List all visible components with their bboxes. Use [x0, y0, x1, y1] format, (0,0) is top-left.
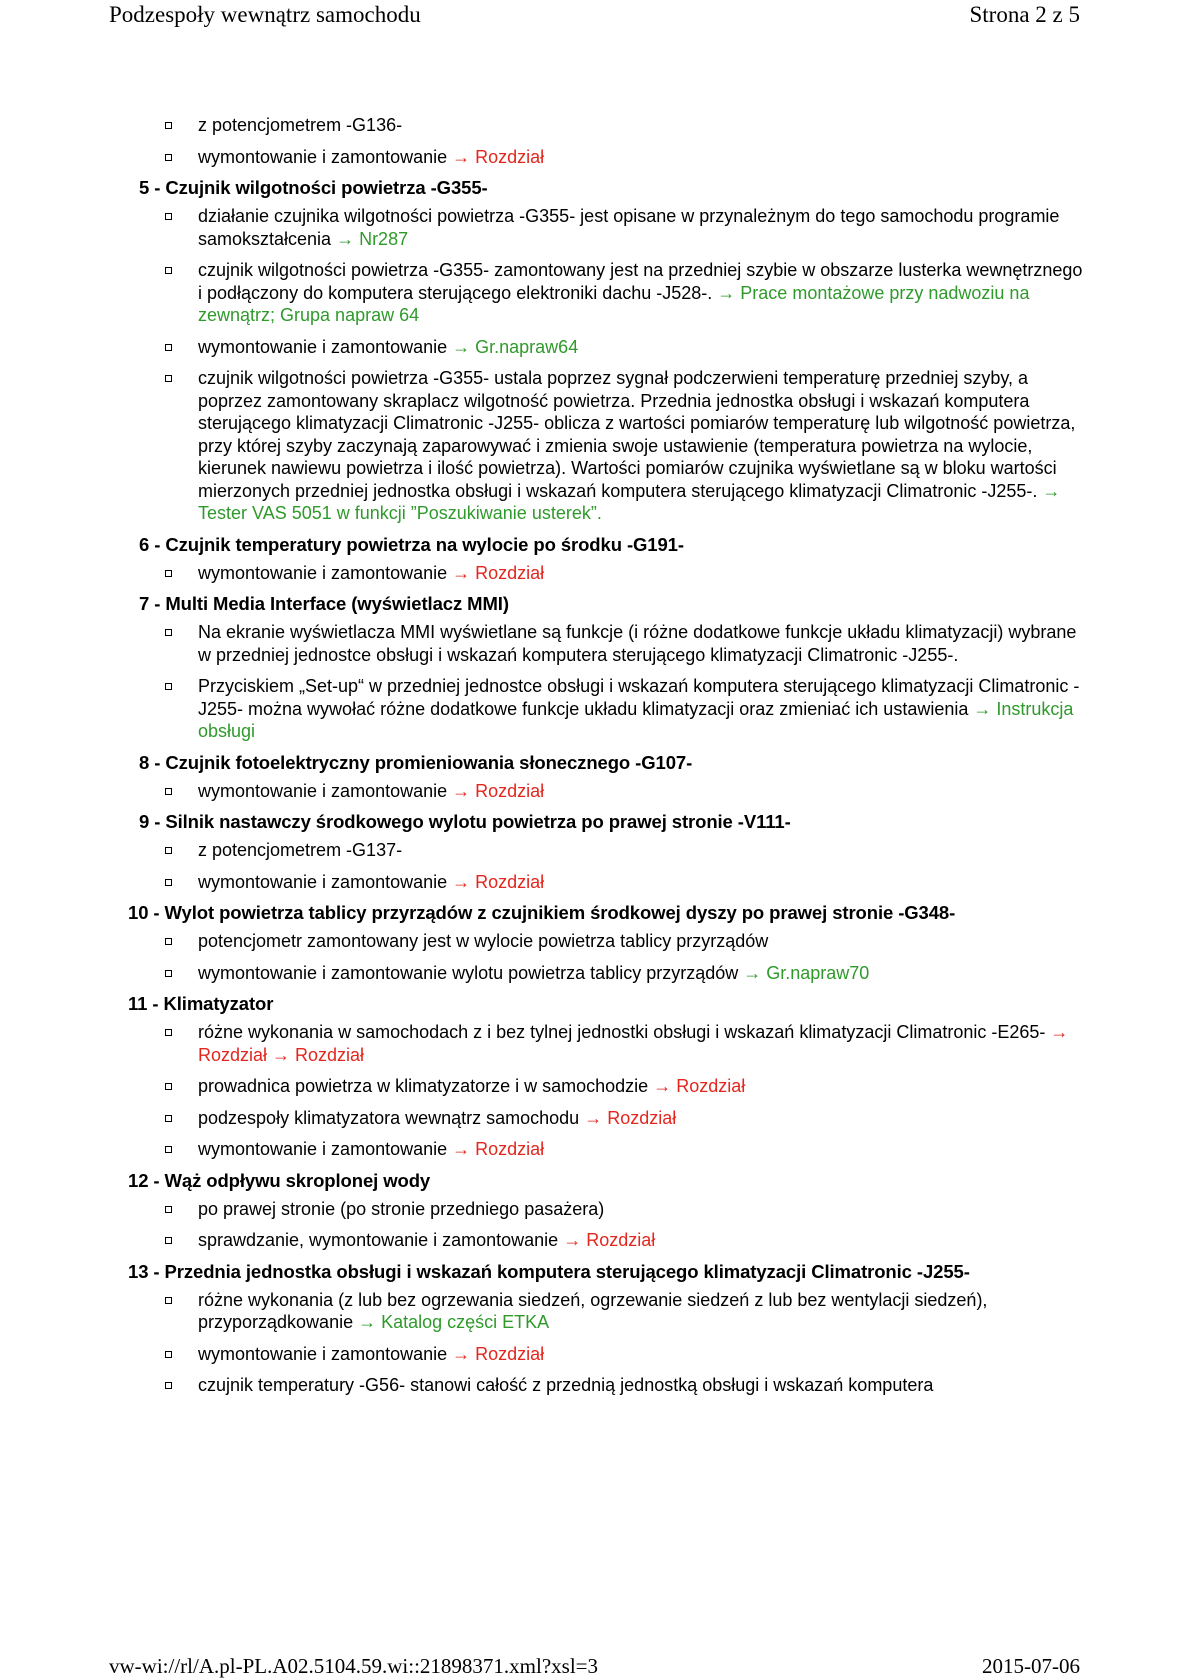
item-text: z potencjometrem -G137-: [198, 840, 403, 860]
cross-reference-link[interactable]: → Rozdział → Rozdział: [198, 1022, 1069, 1065]
list-item: [0, 930, 1187, 953]
list-item: [0, 114, 1187, 137]
checkbox-square-icon: [165, 1115, 172, 1122]
checkbox-square-icon: [165, 788, 172, 795]
checkbox-square-icon: [165, 938, 172, 945]
section-title: 13 - Przednia jednostka obsługi i wskazań komputera sterującego klimatyzacji Climatronic -J255-: [128, 1260, 970, 1282]
item-text: różne wykonania w samochodach z i bez tylnej jednostki obsługi i wskazań klimatyzacji Climatronic -E265-: [198, 1022, 1051, 1042]
cross-reference-link[interactable]: → Rozdział: [452, 871, 545, 892]
list-item: [0, 1374, 1187, 1397]
cross-reference-link[interactable]: → Rozdział: [653, 1076, 746, 1096]
list-item: [0, 871, 1187, 894]
list-item: [0, 1107, 1187, 1130]
section: [0, 593, 1187, 743]
list-item: [0, 675, 1187, 743]
checkbox-square-icon: [165, 1351, 172, 1358]
list-item: [0, 621, 1187, 666]
item-text: Na ekranie wyświetlacza MMI wyświetlane są funkcje (i różne dodatkowe funkcje układu klimatyzacji) wybrane w przedniej jednostce obsługi i wskazań komputera sterującego klimatyzacji Climatronic -J255-.: [198, 622, 1077, 665]
list-item: [0, 205, 1187, 250]
cross-reference-link[interactable]: → Prace montażowe przy nadwoziu na zewnątrz; Grupa napraw 64: [198, 282, 1030, 325]
item-text: po prawej stronie (po stronie przedniego pasażera): [198, 1198, 605, 1219]
section-title: 7 - Multi Media Interface (wyświetlacz MMI): [139, 593, 509, 614]
cross-reference-link[interactable]: → Rozdział: [452, 146, 545, 167]
list-item: [0, 1138, 1187, 1161]
checkbox-square-icon: [165, 213, 172, 220]
item-text: sprawdzanie, wymontowanie i zamontowanie: [198, 1230, 564, 1250]
checkbox-square-icon: [165, 344, 172, 351]
item-text: czujnik temperatury -G56- stanowi całość z przednią jednostką obsługi i wskazań komputera: [198, 1375, 934, 1395]
section-title: 5 - Czujnik wilgotności powietrza -G355-: [139, 177, 488, 198]
cross-reference-link[interactable]: → Rozdział: [563, 1230, 656, 1250]
list-item: [0, 146, 1187, 169]
section: [0, 902, 1187, 984]
section-title: 12 - Wąż odpływu skroplonej wody: [128, 1169, 431, 1191]
checkbox-square-icon: [165, 1297, 172, 1304]
checkbox-square-icon: [165, 970, 172, 977]
item-text: prowadnica powietrza w klimatyzatorze i w samochodzie: [198, 1076, 654, 1096]
cross-reference-link[interactable]: → Gr.napraw70: [743, 962, 870, 983]
list-item: [0, 259, 1187, 327]
list-item: [0, 839, 1187, 862]
item-text: wymontowanie i zamontowanie: [198, 336, 453, 357]
cross-reference-link[interactable]: → Tester VAS 5051 w funkcji ”Poszukiwanie usterek”.: [198, 480, 1061, 523]
page-number: Strona 2 z 5: [969, 2, 1080, 27]
checkbox-square-icon: [165, 879, 172, 886]
document-title: Podzespoły wewnątrz samochodu: [109, 2, 421, 27]
cross-reference-link[interactable]: → Rozdział: [584, 1107, 677, 1128]
checkbox-square-icon: [165, 683, 172, 690]
section: [0, 177, 1187, 525]
list-item: [0, 367, 1187, 525]
checkbox-square-icon: [165, 267, 172, 274]
list-item: [0, 962, 1187, 985]
item-text: podzespoły klimatyzatora wewnątrz samochodu: [198, 1107, 585, 1128]
section-title: 11 - Klimatyzator: [128, 993, 274, 1014]
cross-reference-link[interactable]: → Katalog części ETKA: [358, 1312, 550, 1332]
item-text: wymontowanie i zamontowanie: [198, 871, 453, 892]
section-title: 8 - Czujnik fotoelektryczny promieniowania słonecznego -G107-: [139, 751, 693, 773]
section-title: 9 - Silnik nastawczy środkowego wylotu powietrza po prawej stronie -V111-: [139, 811, 791, 832]
list-item: [0, 780, 1187, 803]
checkbox-square-icon: [165, 1382, 172, 1389]
cross-reference-link[interactable]: → Rozdział: [452, 1343, 545, 1364]
item-text: działanie czujnika wilgotności powietrza -G355- jest opisane w przynależnym do tego samochodu programie samokształcenia: [198, 206, 1060, 249]
checkbox-square-icon: [165, 154, 172, 161]
checkbox-square-icon: [165, 1029, 172, 1036]
document-url: vw-wi://rl/A.pl-PL.A02.5104.59.wi::21898371.xml?xsl=3: [109, 1653, 598, 1678]
cross-reference-link[interactable]: → Nr287: [336, 228, 409, 249]
list-item: [0, 1075, 1187, 1098]
checkbox-square-icon: [165, 847, 172, 854]
section: [0, 1170, 1187, 1252]
item-text: z potencjometrem -G136-: [198, 115, 403, 135]
item-text: Przyciskiem „Set-up“ w przedniej jednostce obsługi i wskazań komputera sterującego klimatyzacji Climatronic -J255- można wywołać różne dodatkowe funkcje układu klimatyzacji oraz zmieniać ich ustawienia: [198, 676, 1080, 719]
item-text: różne wykonania (z lub bez ogrzewania siedzeń, ogrzewanie siedzeń z lub bez wentylacji siedzeń), przyporządkowanie: [198, 1289, 988, 1332]
list-item: [0, 562, 1187, 585]
section: [0, 114, 1187, 168]
section: [0, 993, 1187, 1161]
list-item: [0, 1229, 1187, 1252]
item-text: wymontowanie i zamontowanie: [198, 1343, 453, 1364]
checkbox-square-icon: [165, 1083, 172, 1090]
list-item: [0, 1021, 1187, 1066]
page-footer: [109, 1652, 1080, 1680]
checkbox-square-icon: [165, 1237, 172, 1244]
item-text: wymontowanie i zamontowanie: [198, 1139, 453, 1159]
section-title: 10 - Wylot powietrza tablicy przyrządów z czujnikiem środkowej dyszy po prawej stronie -G348-: [128, 902, 956, 923]
cross-reference-link[interactable]: → Rozdział: [452, 780, 545, 801]
print-date: 2015-07-06: [982, 1653, 1080, 1678]
item-text: wymontowanie i zamontowanie wylotu powietrza tablicy przyrządów: [198, 962, 744, 983]
cross-reference-link[interactable]: → Instrukcja obsługi: [198, 698, 1074, 741]
list-item: [0, 1198, 1187, 1221]
item-text: wymontowanie i zamontowanie: [198, 562, 453, 583]
cross-reference-link[interactable]: → Gr.napraw64: [452, 336, 579, 357]
cross-reference-link[interactable]: → Rozdział: [452, 1139, 545, 1159]
page-header: [109, 0, 1080, 30]
section: [0, 534, 1187, 585]
cross-reference-link[interactable]: → Rozdział: [452, 562, 545, 583]
item-text: wymontowanie i zamontowanie: [198, 780, 453, 801]
checkbox-square-icon: [165, 629, 172, 636]
item-text: potencjometr zamontowany jest w wylocie powietrza tablicy przyrządów: [198, 931, 769, 951]
document-body: [0, 114, 1187, 1406]
item-text: wymontowanie i zamontowanie: [198, 146, 453, 167]
section: [0, 1261, 1187, 1397]
checkbox-square-icon: [165, 1206, 172, 1213]
checkbox-square-icon: [165, 122, 172, 129]
section-title: 6 - Czujnik temperatury powietrza na wylocie po środku -G191-: [139, 533, 684, 555]
checkbox-square-icon: [165, 375, 172, 382]
item-text: czujnik wilgotności powietrza -G355- zamontowany jest na przedniej szybie w obszarze lusterka wewnętrznego i podłączony do komputera sterującego elektroniki dachu -J528-.: [198, 260, 1083, 303]
section: [0, 752, 1187, 803]
section: [0, 811, 1187, 893]
item-text: czujnik wilgotności powietrza -G355- ustala poprzez sygnał podczerwieni temperaturę przedniej szyby, a poprzez zamontowany skraplacz wilgotność powietrza. Przednia jednostka obsługi i wskazań komputera sterującego klimatyzacji Climatronic -J255- oblicza z wartości pomiarów temperaturę lub wilgotność powietrza, przy której szyby zaczynają zaparowywać i zmienia swoje ustawienie (temperatura powietrza na wylocie, kierunek nawiewu powietrza i ilość powietrza). Wartości pomiarów czujnika wyświetlane są w bloku wartości mierzonych przedniej jednostka obsługi i wskazań komputera sterującego klimatyzacji Climatronic -J255-.: [198, 368, 1076, 501]
list-item: [0, 1289, 1187, 1334]
checkbox-square-icon: [165, 1146, 172, 1153]
checkbox-square-icon: [165, 570, 172, 577]
list-item: [0, 336, 1187, 359]
list-item: [0, 1343, 1187, 1366]
